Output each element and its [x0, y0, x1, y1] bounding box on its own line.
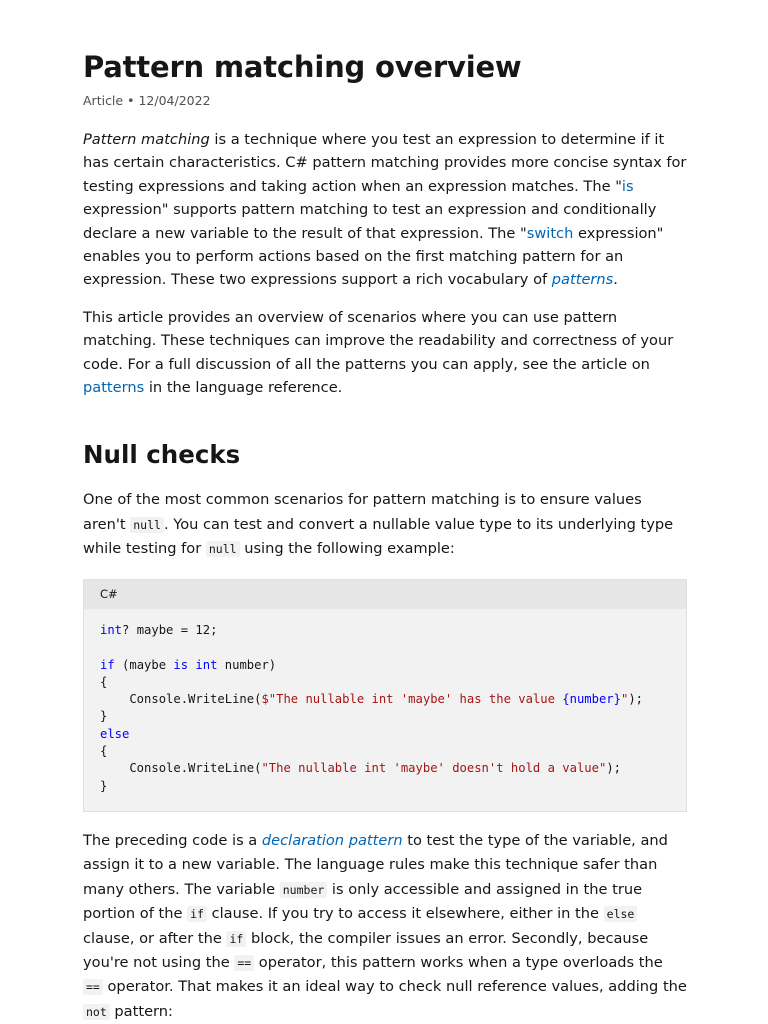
- code-text: );: [606, 761, 621, 776]
- link-is-expression[interactable]: is: [621, 177, 634, 195]
- inline-code-null: null: [206, 541, 240, 557]
- text: pattern:: [109, 1002, 173, 1020]
- code-text: );: [628, 692, 644, 707]
- link-text: declaration pattern: [261, 831, 403, 849]
- code-text: number): [217, 657, 277, 672]
- link-patterns[interactable]: patterns: [83, 379, 145, 397]
- text: is a technique where you test an expression to determine if it has certain characteristics. C# pattern matching provides more concise syntax for testing expressions and taking action when an expression matches. The ": [83, 131, 687, 195]
- link-text: patterns: [551, 271, 614, 289]
- keyword: if: [100, 657, 115, 672]
- article: [83, 46, 687, 1024]
- inline-code-number: number: [280, 882, 328, 898]
- keyword: int: [195, 657, 218, 672]
- inline-code-equals: ==: [234, 955, 254, 971]
- code-language-label: C#: [84, 580, 686, 609]
- text: is only accessible and assigned in the true portion of the: [83, 880, 643, 923]
- text: This article provides an overview of scenarios where you can use pattern matching. These techniques can improve the readability and correctness of your code. For a full discussion of all the patterns you can apply, see the article on: [83, 308, 674, 373]
- link-declaration-pattern[interactable]: [262, 832, 403, 849]
- text: operator, this pattern works when a type overloads the: [254, 953, 663, 971]
- text: expression" supports pattern matching to test an expression and conditionally declare a new variable to the result of that expression. The ": [83, 201, 657, 242]
- inline-code-not: not: [83, 1004, 110, 1020]
- section-heading-null-checks: Null checks: [83, 440, 241, 470]
- article-date: 12/04/2022: [138, 93, 211, 108]
- article-type: Article: [83, 93, 124, 108]
- emphasis-pattern-matching: Pattern matching: [83, 131, 210, 148]
- intro-paragraph-2: [83, 306, 687, 400]
- inline-code-equals: ==: [83, 979, 103, 995]
- code-text: }: [100, 778, 108, 793]
- code-text: {: [100, 744, 108, 759]
- null-checks-paragraph-2: [83, 829, 687, 1024]
- keyword: int: [100, 622, 123, 637]
- article-meta: [83, 92, 687, 110]
- text: .: [613, 271, 618, 289]
- inline-code-if: if: [187, 906, 207, 922]
- code-content[interactable]: [84, 609, 686, 811]
- link-switch-expression[interactable]: switch: [526, 224, 574, 242]
- string-literal: ": [620, 692, 629, 707]
- null-checks-paragraph-1: [83, 488, 687, 562]
- interpolation: {number}: [562, 692, 621, 707]
- code-text: }: [100, 709, 108, 724]
- inline-code-null: null: [130, 517, 164, 533]
- text: block, the compiler issues an error. Secondly, because you're not using the: [83, 929, 649, 971]
- intro-paragraph-1: [83, 128, 687, 292]
- text: . You can test and convert a nullable value type to its underlying type while testing for: [83, 515, 674, 558]
- link-patterns-italic[interactable]: [552, 271, 613, 288]
- string-literal: "The nullable int 'maybe' doesn't hold a value": [261, 761, 607, 776]
- keyword: else: [100, 726, 130, 741]
- text: operator. That makes it an ideal way to check null reference values, adding the: [102, 978, 687, 996]
- code-text: Console.WriteLine(: [100, 692, 262, 707]
- text: using the following example:: [239, 540, 455, 558]
- text: clause. If you try to access it elsewhere, either in the: [206, 905, 604, 923]
- code-text: (maybe: [114, 657, 174, 672]
- text: to test the type of the variable, and assign it to a new variable. The language rules make this technique safer than many others. The variable: [83, 831, 668, 898]
- text: One of the most common scenarios for pattern matching is to ensure values aren't: [83, 491, 642, 533]
- meta-separator: •: [127, 93, 135, 108]
- inline-code-if: if: [226, 931, 246, 947]
- keyword: is: [173, 657, 189, 672]
- text: clause, or after the: [83, 929, 227, 947]
- string-literal: $"The nullable int 'maybe' has the value: [261, 692, 563, 707]
- code-text: {: [100, 674, 108, 689]
- inline-code-else: else: [604, 906, 638, 922]
- code-text: Console.WriteLine(: [100, 761, 262, 776]
- code-block: [83, 579, 687, 812]
- text: in the language reference.: [144, 379, 343, 397]
- text: expression" enables you to perform actions based on the first matching pattern for an expression. These two expressions support a rich vocabulary of: [83, 224, 664, 289]
- text: The preceding code is a: [83, 831, 262, 849]
- page-title: Pattern matching overview: [83, 50, 522, 84]
- code-text: ? maybe = 12;: [122, 622, 218, 637]
